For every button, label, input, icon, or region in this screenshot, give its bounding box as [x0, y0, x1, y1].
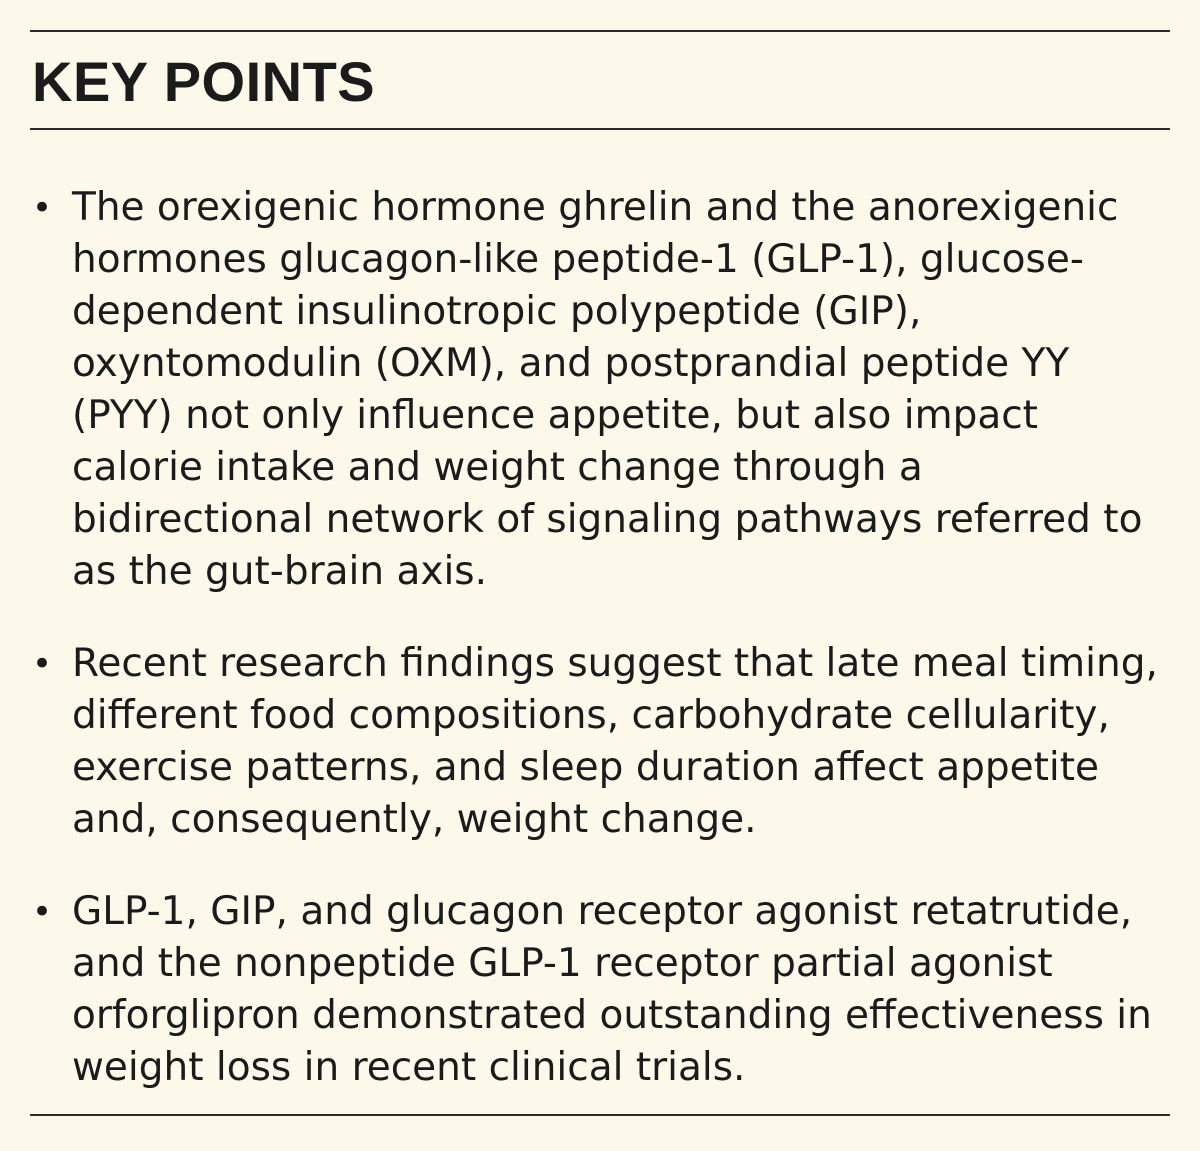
top-rule	[30, 30, 1170, 32]
list-item	[30, 182, 1170, 598]
bullet-icon: •	[32, 188, 53, 228]
list-item	[30, 886, 1170, 1094]
point-text: GLP-1, GIP, and glucagon receptor agonist retatrutide, and the nonpeptide GLP-1 receptor partial agonist orforglipron demonstrated outstanding effectiveness in weight loss in recent clinical trials.	[72, 889, 1152, 1090]
bottom-rule	[30, 1114, 1170, 1116]
point-text: Recent research findings suggest that late meal timing, different food compositions, carbohydrate cellularity, exercise patterns, and sleep duration affect appetite and, consequently, weight change.	[72, 641, 1158, 842]
point-text: The orexigenic hormone ghrelin and the anorexigenic hormones glucagon-like peptide-1 (GLP-1), glucose-dependent insulinotropic polypeptide (GIP), oxyntomodulin (OXM), and postprandial peptide YY (PYY) not only influence appetite, but also impact calorie intake and weight change through a bidirectional network of signaling pathways referred to as the gut-brain axis.	[72, 185, 1143, 594]
bullet-icon: •	[32, 644, 53, 684]
key-points-list	[30, 130, 1170, 1112]
bullet-icon: •	[32, 892, 53, 932]
section-title: KEY POINTS	[32, 50, 376, 113]
list-item	[30, 638, 1170, 846]
key-points-box	[30, 30, 1170, 1112]
